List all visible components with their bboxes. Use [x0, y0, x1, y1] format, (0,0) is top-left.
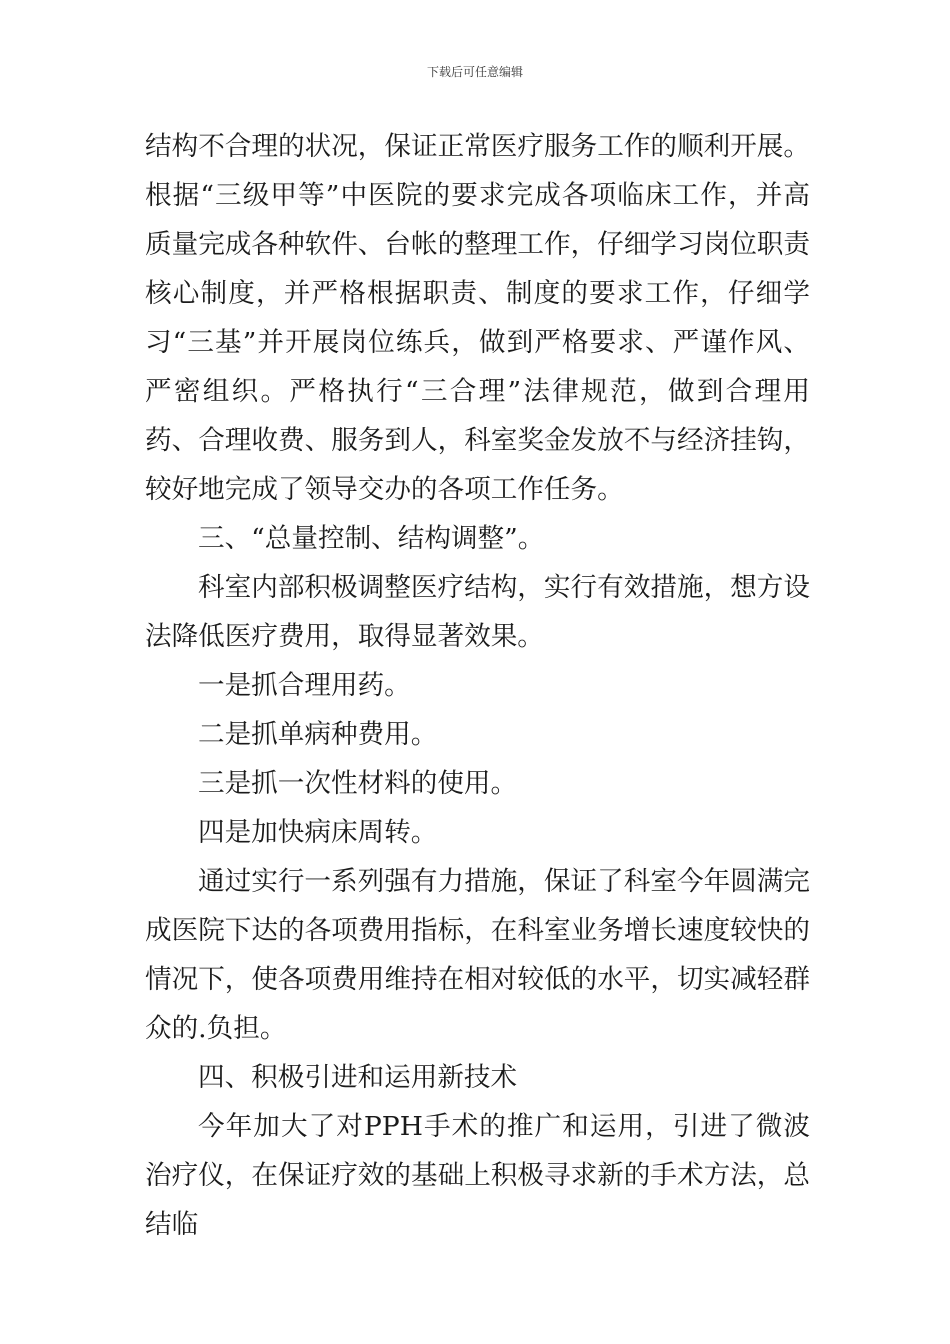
- section-heading-4: 四、积极引进和运用新技术: [198, 1062, 518, 1093]
- list-item: 一是抓合理用药。: [198, 670, 411, 701]
- list-item: 四是加快病床周转。: [198, 817, 438, 848]
- paragraph: 今年加大了对PPH手术的推广和运用，引进了微波治疗仪，在保证疗效的基础上积极寻求新的手术方法，总结临: [145, 1111, 810, 1240]
- list-item: 二是抓单病种费用。: [198, 719, 438, 750]
- section-heading-3: 三、“总量控制、结构调整”。: [198, 523, 545, 554]
- paragraph-continuation: 结构不合理的状况，保证正常医疗服务工作的顺利开展。根据“三级甲等”中医院的要求完成各项临床工作，并高质量完成各种软件、台帐的整理工作，仔细学习岗位职责核心制度，并严格根据职责、制度的要求工作，仔细学习“三基”并开展岗位练兵，做到严格要求、严谨作风、严密组织。严格执行“三合理”法律规范，做到合理用药、合理收费、服务到人，科室奖金发放不与经济挂钩，较好地完成了领导交办的各项工作任务。: [145, 131, 810, 505]
- paragraph: 通过实行一系列强有力措施，保证了科室今年圆满完成医院下达的各项费用指标，在科室业务增长速度较快的情况下，使各项费用维持在相对较低的水平，切实减轻群众的.负担。: [145, 866, 810, 1044]
- list-item: 三是抓一次性材料的使用。: [198, 768, 518, 799]
- paragraph: 科室内部积极调整医疗结构，实行有效措施，想方设法降低医疗费用，取得显著效果。: [145, 572, 810, 652]
- page-header: 下载后可任意编辑: [426, 65, 523, 79]
- document-body: [145, 122, 810, 1249]
